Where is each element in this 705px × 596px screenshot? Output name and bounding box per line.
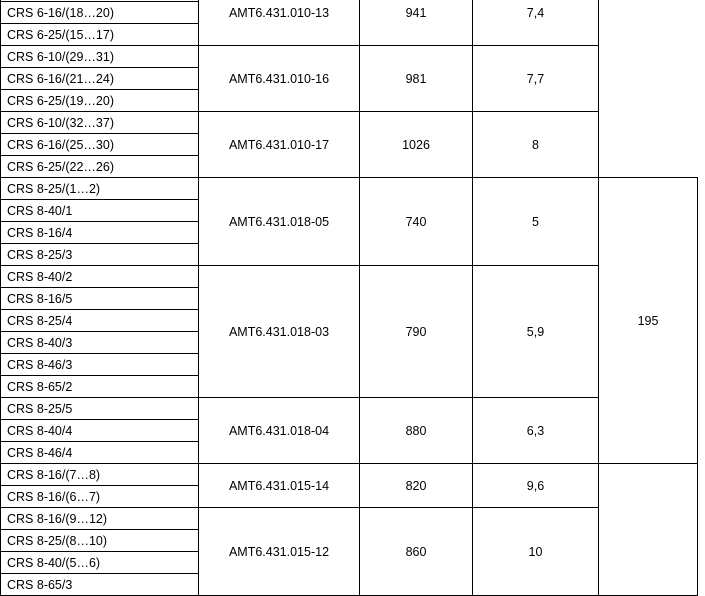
designation-cell: CRS 8-40/3 bbox=[1, 332, 199, 354]
code-cell: AMT6.431.015-14 bbox=[199, 464, 360, 508]
designation-cell: CRS 8-40/2 bbox=[1, 266, 199, 288]
designation-cell: CRS 8-25/5 bbox=[1, 398, 199, 420]
value2-cell: 7,4 bbox=[473, 0, 599, 46]
designation-cell: CRS 6-25/(22…26) bbox=[1, 156, 199, 178]
designation-cell: CRS 8-46/4 bbox=[1, 442, 199, 464]
table-row bbox=[1, 464, 698, 486]
designation-cell: CRS 8-16/4 bbox=[1, 222, 199, 244]
value1-cell: 820 bbox=[360, 464, 473, 508]
value2-cell: 8 bbox=[473, 112, 599, 178]
designation-cell: CRS 6-16/(21…24) bbox=[1, 68, 199, 90]
code-cell: AMT6.431.015-12 bbox=[199, 508, 360, 596]
value1-cell: 941 bbox=[360, 0, 473, 46]
value1-cell: 790 bbox=[360, 266, 473, 398]
value2-cell: 9,6 bbox=[473, 464, 599, 508]
table-row bbox=[1, 178, 698, 200]
code-cell: AMT6.431.010-13 bbox=[199, 0, 360, 46]
designation-cell: CRS 6-25/(19…20) bbox=[1, 90, 199, 112]
designation-cell: CRS 8-25/4 bbox=[1, 310, 199, 332]
table-body bbox=[1, 0, 698, 596]
designation-cell: CRS 8-65/3 bbox=[1, 574, 199, 596]
code-cell: AMT6.431.018-04 bbox=[199, 398, 360, 464]
code-cell: AMT6.431.018-03 bbox=[199, 266, 360, 398]
table-row bbox=[1, 508, 698, 530]
designation-cell: CRS 8-40/4 bbox=[1, 420, 199, 442]
value2-cell: 6,3 bbox=[473, 398, 599, 464]
value2-cell: 7,7 bbox=[473, 46, 599, 112]
designation-cell: CRS 8-25/3 bbox=[1, 244, 199, 266]
value2-cell: 5 bbox=[473, 178, 599, 266]
table-row bbox=[1, 398, 698, 420]
designation-cell: CRS 8-16/(7…8) bbox=[1, 464, 199, 486]
table-row bbox=[1, 112, 698, 134]
value1-cell: 860 bbox=[360, 508, 473, 596]
designation-cell: CRS 8-25/(8…10) bbox=[1, 530, 199, 552]
designation-cell: CRS 8-40/1 bbox=[1, 200, 199, 222]
code-cell: AMT6.431.018-05 bbox=[199, 178, 360, 266]
value2-cell: 10 bbox=[473, 508, 599, 596]
designation-cell: CRS 8-40/(5…6) bbox=[1, 552, 199, 574]
value1-cell: 981 bbox=[360, 46, 473, 112]
code-cell: AMT6.431.010-16 bbox=[199, 46, 360, 112]
value1-cell: 1026 bbox=[360, 112, 473, 178]
designation-cell: CRS 6-10/(32…37) bbox=[1, 112, 199, 134]
value3-empty-cell bbox=[599, 464, 698, 596]
code-cell: AMT6.431.010-17 bbox=[199, 112, 360, 178]
designation-cell: CRS 6-16/(18…20) bbox=[1, 2, 199, 24]
designation-cell: CRS 8-25/(1…2) bbox=[1, 178, 199, 200]
designation-cell: CRS 6-16/(25…30) bbox=[1, 134, 199, 156]
designation-cell: CRS 8-16/(6…7) bbox=[1, 486, 199, 508]
table-row bbox=[1, 46, 698, 68]
designation-cell: CRS 6-25/(15…17) bbox=[1, 24, 199, 46]
designation-cell: CRS 8-65/2 bbox=[1, 376, 199, 398]
designation-cell: CRS 8-16/5 bbox=[1, 288, 199, 310]
table-row bbox=[1, 266, 698, 288]
designation-cell: CRS 6-10/(29…31) bbox=[1, 46, 199, 68]
value1-cell: 740 bbox=[360, 178, 473, 266]
value2-cell: 5,9 bbox=[473, 266, 599, 398]
designation-cell: CRS 8-16/(9…12) bbox=[1, 508, 199, 530]
value3-cell: 195 bbox=[599, 178, 698, 464]
designation-cell: CRS 8-46/3 bbox=[1, 354, 199, 376]
value1-cell: 880 bbox=[360, 398, 473, 464]
